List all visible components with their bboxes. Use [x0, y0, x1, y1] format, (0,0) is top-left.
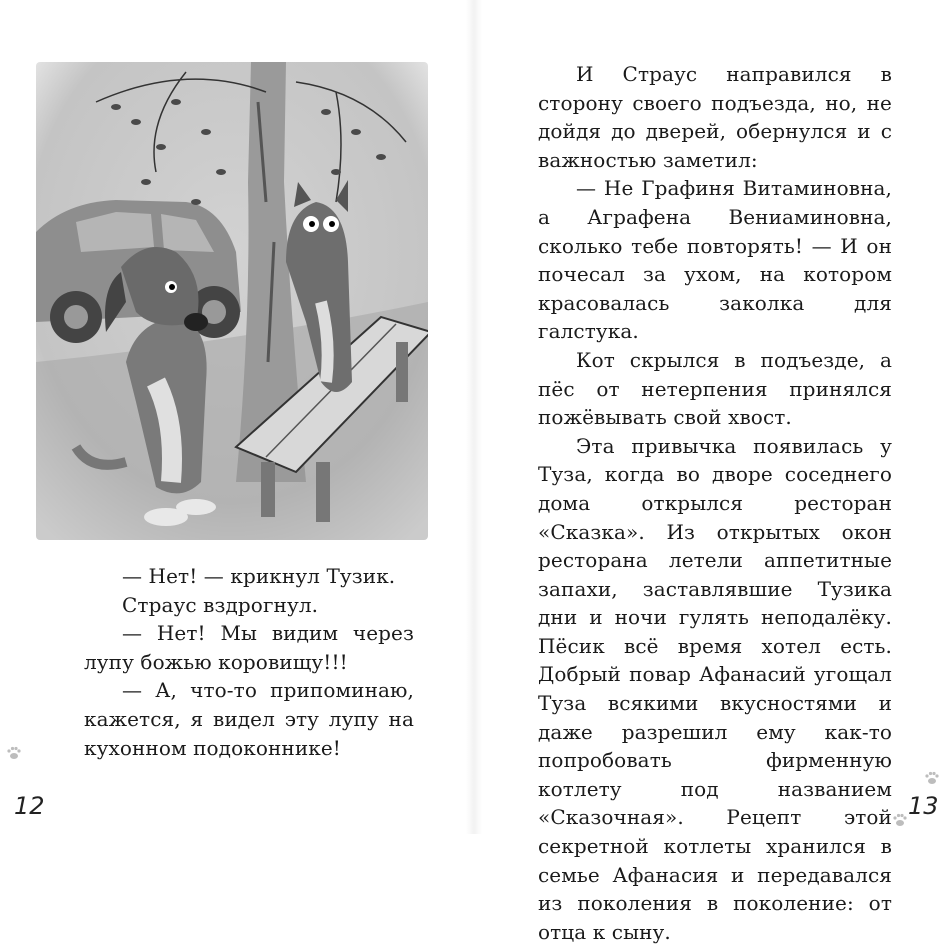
page-number-right: 13 [908, 792, 939, 820]
paragraph: — Нет! Мы видим через лупу божью коровищу!!! [84, 621, 414, 674]
paw-print-icon [6, 745, 22, 761]
illustration-drawing [36, 62, 428, 540]
illustration [36, 62, 428, 540]
right-page [474, 0, 948, 944]
left-page [0, 0, 474, 834]
paragraph: Эта привычка появилась у Туза, когда во дворе соседнего дома открылся ресторан «Сказка». Из открытых окон ресторана летели аппетитные запахи, заставлявшие Тузика дни и ночи гулять неподалёку. Пёсик всё время хотел есть. Добрый повар Афанасий угощал Туза всякими вкусностями и даже разрешил ему как-то попробовать фирменную котлету под названием «Сказочная». Рецепт этой секретной котлеты хранился в семье Афанасия и передавался из поколения в поколение: от отца к сыну. [538, 433, 892, 944]
paragraph: — А, что-то припоминаю, кажется, я видел эту лупу на кухонном подоконнике! [84, 678, 414, 760]
paw-print-icon [924, 770, 940, 786]
paragraph: Кот скрылся в подъезде, а пёс от нетерпения принялся пожёвывать свой хвост. [538, 347, 892, 430]
paragraph: И Страус направился в сторону своего подъезда, но, не дойдя до дверей, обернулся и с важностью заметил: [538, 62, 892, 172]
paragraph: Страус вздрогнул. [122, 592, 319, 617]
page-number-left: 12 [14, 792, 45, 820]
left-page-text [84, 562, 414, 762]
paragraph: — Не Графиня Витаминовна, а Аграфена Вениаминовна, сколько тебе повторять! — И он почесал за ухом, на котором красовалась заколка для галстука. [538, 176, 892, 344]
paragraph: — Нет! — крикнул Тузик. [122, 564, 396, 588]
paw-print-icon [892, 812, 908, 828]
right-page-text [538, 60, 892, 946]
